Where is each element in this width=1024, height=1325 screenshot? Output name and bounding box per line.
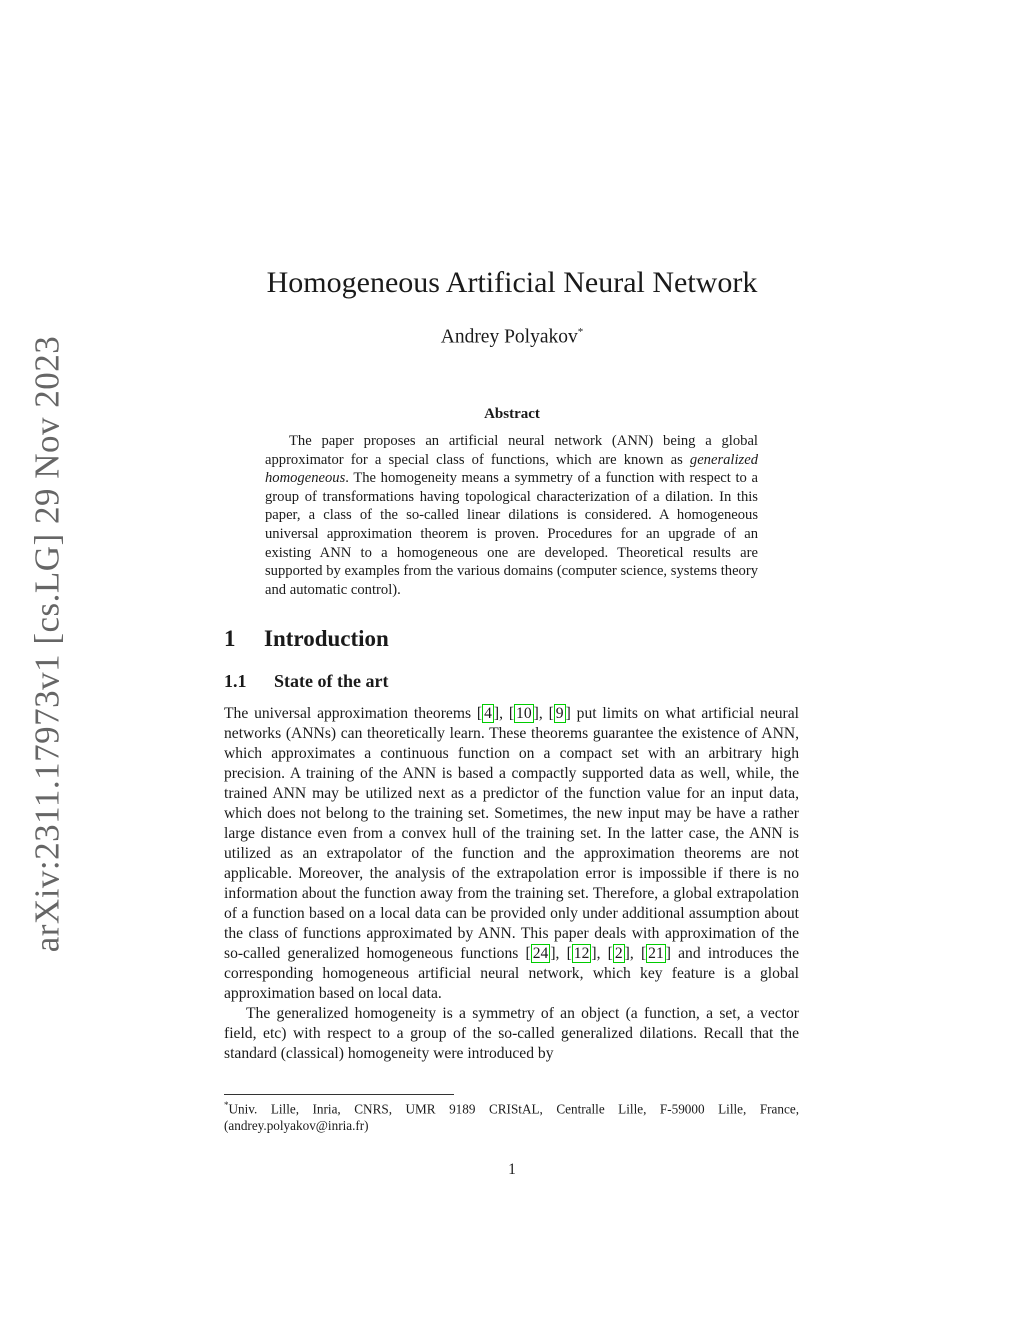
body-paragraph-1: The universal approximation theorems [ 4 ], [ 10 ], [ 9 ] put limits on what artificial neural networks (ANNs) can theoretically learn. These theorems guarantee the existence of ANN, which approximates a continuous function on a compact set with an arbitrary high precision. A training of the ANN is based a compactly supported data as well, while, the trained ANN may be utilized next as a predictor of the function value for an input data, which does not belong to the training set. Sometimes, the new input may be have a rather large distance even from a convex hull of the training set. In the latter case, the ANN is utilized as an extrapolator of the function and the approximation theorems are not applicable. Moreover, the analysis of the extrapolation error is impossible if there is no information about the function away from the training set. Therefore, a global extrapolation of a function based on a local data can be provided only under additional assumption about the class of functions approximated by ANN. This paper deals with approximation of the so-called generalized homogeneous functions [ 24 ], [ 12 ], [ 2 ], [ 21 ] and introduces the corresponding homogeneous artificial neural network, which key feature is a global approximation based on local data. [224,705,800,1002]
body-paragraph-2: The generalized homogeneity is a symmetry of an object (a function, a set, a vector field, etc) with respect to a group of the so-called generalized dilations. Recall that the standard (classical) homogeneity were introduced by [224,1005,799,1062]
text-run: and introduces the corresponding homogeneous artificial neural network, which key feature is a global approximation based on local data. [224,945,800,1002]
text-run: , [596,945,608,962]
abstract-text-part-1: The paper proposes an artificial neural network (ANN) being a global approximator for a special class of functions, which are known as [265,433,758,468]
footnote-mark: * [224,1100,229,1110]
subsection-title: State of the art [274,671,389,691]
section-number: 1 [224,626,236,651]
citation-link[interactable]: 21 [648,945,664,962]
text-run: put limits on what artificial neural networks (ANNs) can theoretically learn. These theorems guarantee the existence of ANN, which approximates a continuous function on a compact set with an arbitrary high precision. A training of the ANN is based a compactly supported data as well, while, the trained ANN may be utilized next as a predictor of the function value for an input data, which does not belong to the training set. Sometimes, the new input may be have a rather large distance even from a convex hull of the training set. In the latter case, the ANN is utilized as an extrapolator of the function and the approximation theorems are not applicable. Moreover, the analysis of the extrapolation error is impossible if there is no information about the function away from the training set. Therefore, a global extrapolation of a function based on a local data can be provided only under additional assumption about the class of functions approximated by ANN. This paper deals with approximation of the so-called generalized homogeneous functions [224,705,799,962]
text-run: , [499,705,509,722]
section-title: Introduction [264,626,389,651]
text-run: , [538,705,549,722]
abstract-emphasis: generalized homogeneous [265,451,758,487]
citation-link[interactable]: 9 [555,705,564,722]
citation-link[interactable]: 4 [484,705,492,722]
author-footnote-mark[interactable]: * [577,326,584,338]
subsection-heading [224,671,388,692]
arxiv-identifier-text: arXiv:2311.17973v1 [cs.LG] 29 Nov 2023 [27,335,67,953]
footnote-divider [224,1094,454,1095]
arxiv-identifier-stamp [22,335,72,953]
abstract-body [265,432,758,599]
abstract-paragraph [265,432,758,599]
page-number: 1 [508,1161,516,1178]
text-run: , [629,945,641,962]
paper-author [0,326,1024,349]
citation-link[interactable]: 2 [614,945,623,962]
footnote-text: Univ. Lille, Inria, CNRS, UMR 9189 CRIStAL, Centralle Lille, F-59000 Lille, France, (andrey.polyakov@inria.fr) [224,1101,799,1134]
abstract-text-part-2: . The homogeneity means a symmetry of a function with respect to a group of transformations having topological characterization of a dilation. In this paper, a class of the so-called linear dilations is considered. A homogeneous universal approximation theorem is proven. Procedures for an upgrade of an existing ANN to a homogeneous one are developed. Theoretical results are supported by examples from the various domains (computer science, systems theory and automatic control). [265,470,758,598]
body-text [224,704,799,1064]
citation-link[interactable]: 24 [532,945,549,962]
author-name: Andrey Polyakov [440,326,578,348]
abstract-heading: Abstract [484,406,540,422]
citation-link[interactable]: 12 [573,945,590,962]
section-heading [224,626,389,652]
text-run: , [555,945,567,962]
paper-title: Homogeneous Artificial Neural Network [266,266,758,299]
footnote [224,1097,799,1134]
citation-link[interactable]: 10 [516,705,532,722]
subsection-number: 1.1 [224,671,247,691]
text-run: The universal approximation theorems [224,705,477,722]
